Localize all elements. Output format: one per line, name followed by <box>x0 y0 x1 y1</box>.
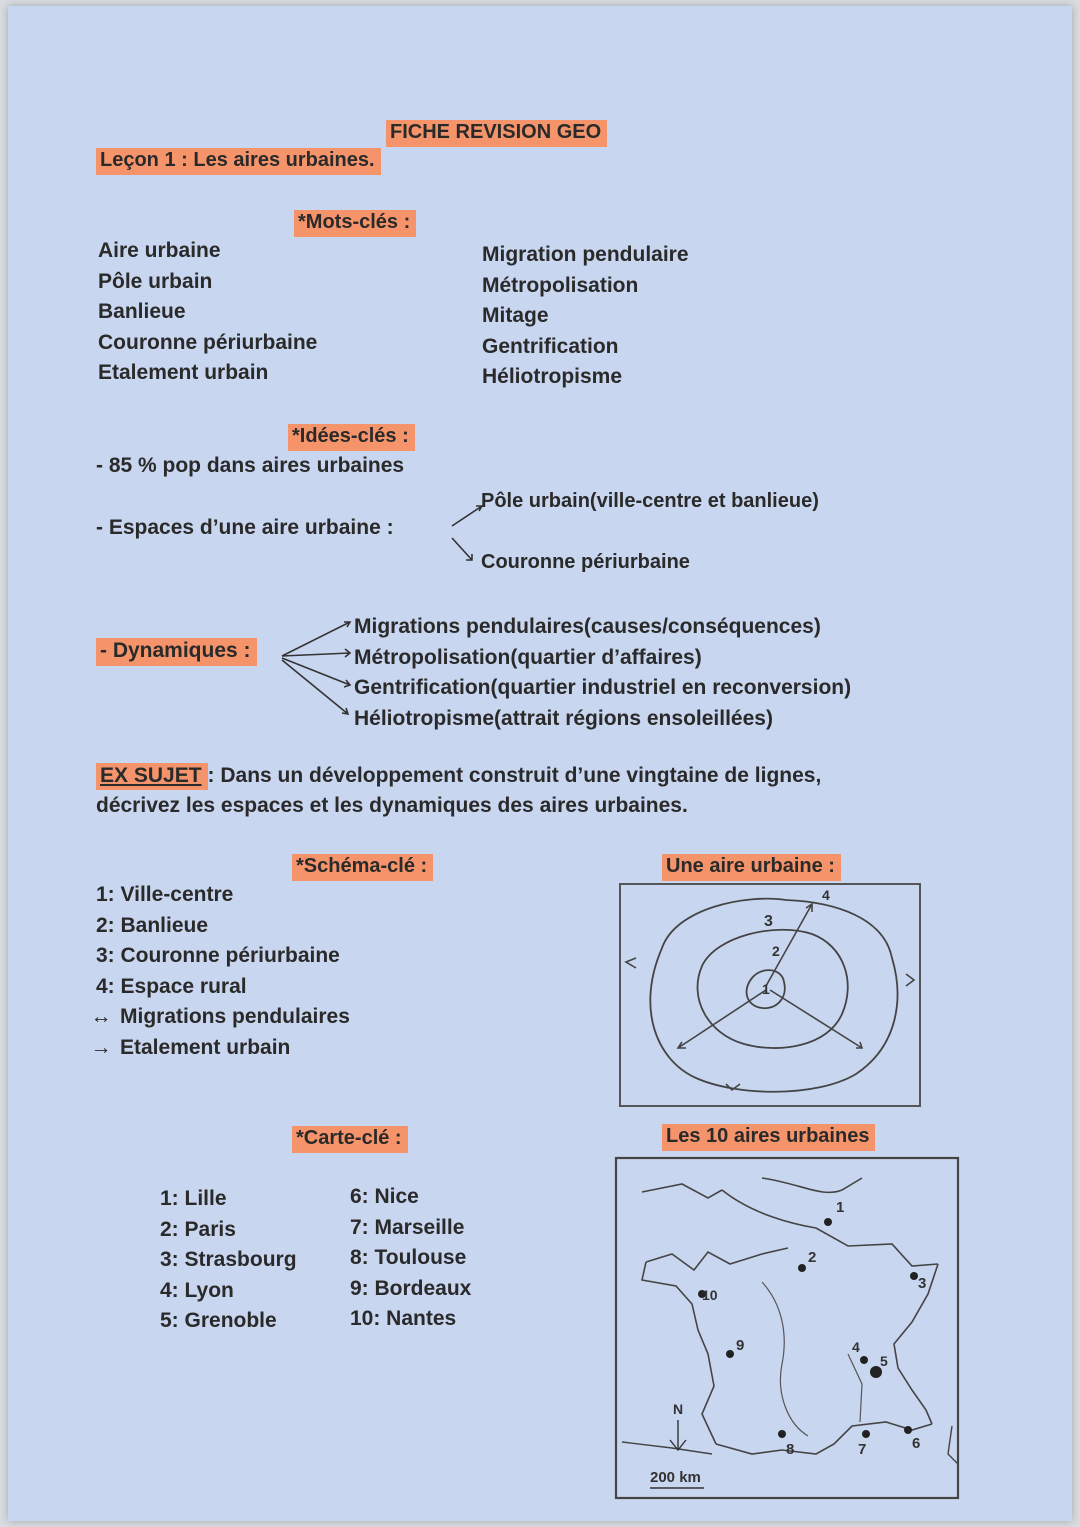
map-marker: 10 <box>702 1287 718 1303</box>
schema-legend-item: ↔ Migrations pendulaires <box>96 1002 350 1033</box>
dynamic-item: Héliotropisme(attrait régions ensoleillées) <box>354 706 773 730</box>
city-item: 8: Toulouse <box>350 1246 467 1269</box>
city-item: 7: Marseille <box>350 1215 465 1239</box>
city-item: 2: Paris <box>160 1217 236 1241</box>
exam-subject-line2: décrivez les espaces et les dynamiques des aires urbaines. <box>96 794 688 817</box>
map-marker: 3 <box>918 1275 927 1292</box>
keyword-item: Gentrification <box>482 334 619 358</box>
dynamic-item: Migrations pendulaires(causes/conséquences) <box>354 615 821 638</box>
urban-area-diagram <box>616 878 926 1110</box>
city-item: 1: Lille <box>160 1187 227 1210</box>
schema-legend <box>90 880 350 1063</box>
revision-sheet <box>8 6 1072 1521</box>
exam-subject-label: EX SUJET <box>96 763 208 790</box>
city-item: 10: Nantes <box>350 1307 457 1330</box>
dynamics-branch-arrows <box>278 610 358 720</box>
diagram-label: 2 <box>772 943 780 959</box>
sheet-title: FICHE REVISION GEO <box>386 120 607 147</box>
dynamic-item: Métropolisation(quartier d’affaires) <box>354 645 702 669</box>
city-item: 4: Lyon <box>160 1278 234 1302</box>
keyword-item: Etalement urbain <box>98 361 269 384</box>
schema-legend-item: 4: Espace rural <box>96 974 247 998</box>
keyword-item: Héliotropisme <box>482 365 623 388</box>
keyword-item: Pôle urbain <box>98 269 213 293</box>
keyword-item: Aire urbaine <box>98 239 221 262</box>
right-arrow-icon: → <box>90 1035 112 1059</box>
ideas-heading: *Idées-clés : <box>288 424 415 451</box>
north-arrow-icon <box>670 1420 686 1450</box>
keyword-item: Banlieue <box>98 300 186 323</box>
france-map <box>612 1154 964 1504</box>
keyword-item: Métropolisation <box>482 273 639 297</box>
keywords-heading: *Mots-clés : <box>294 210 416 237</box>
dynamic-item: Gentrification(quartier industriel en reconversion) <box>354 676 852 699</box>
dynamics-label: - Dynamiques : <box>96 638 257 666</box>
exam-subject-line1 <box>96 764 821 788</box>
space-urban-pole: Pôle urbain(ville-centre et banlieue) <box>481 490 819 512</box>
dynamics-list <box>354 612 851 734</box>
schema-legend-item: 2: Banlieue <box>96 913 209 937</box>
city-list-2 <box>350 1182 471 1335</box>
space-periurban-ring: Couronne périurbaine <box>481 551 690 573</box>
map-heading: *Carte-clé : <box>292 1126 408 1153</box>
city-item: 5: Grenoble <box>160 1309 277 1332</box>
map-marker: 7 <box>858 1441 867 1458</box>
map-marker: 8 <box>786 1441 795 1458</box>
north-label: N <box>673 1401 684 1417</box>
schema-heading: *Schéma-clé : <box>292 854 433 881</box>
diagram-label: 4 <box>822 887 830 903</box>
map-marker: 4 <box>852 1339 860 1355</box>
lesson-title: Leçon 1 : Les aires urbaines. <box>96 148 381 175</box>
keyword-item: Migration pendulaire <box>482 243 689 266</box>
city-item: 9: Bordeaux <box>350 1276 472 1300</box>
keywords-right-list <box>482 240 689 393</box>
idea-urban-population: - 85 % pop dans aires urbaines <box>96 454 405 477</box>
schema-legend-item: 1: Ville-centre <box>96 883 234 906</box>
map-marker: 2 <box>808 1249 817 1266</box>
map-title: Les 10 aires urbaines <box>662 1124 875 1151</box>
city-list-1 <box>160 1184 297 1337</box>
keywords-left-list <box>98 236 317 389</box>
keyword-item: Mitage <box>482 304 549 327</box>
city-item: 3: Strasbourg <box>160 1248 297 1271</box>
map-marker: 5 <box>880 1353 888 1369</box>
map-marker: 1 <box>836 1199 845 1216</box>
schema-legend-item: 3: Couronne périurbaine <box>96 944 340 967</box>
map-marker: 6 <box>912 1435 921 1452</box>
double-arrow-icon: ↔ <box>90 1005 112 1028</box>
scale-label: 200 km <box>650 1469 701 1486</box>
diagram-label: 1 <box>762 981 770 997</box>
exam-subject-text: : Dans un développement construit d’une vingtaine de lignes, <box>207 764 822 787</box>
city-item: 6: Nice <box>350 1185 419 1208</box>
idea-spaces-label: - Espaces d’une aire urbaine : <box>96 516 394 539</box>
diagram-title: Une aire urbaine : <box>662 854 841 881</box>
schema-legend-item: → Etalement urbain <box>96 1033 350 1064</box>
map-marker: 9 <box>736 1337 745 1354</box>
keyword-item: Couronne périurbaine <box>98 330 318 354</box>
diagram-label: 3 <box>764 913 773 930</box>
